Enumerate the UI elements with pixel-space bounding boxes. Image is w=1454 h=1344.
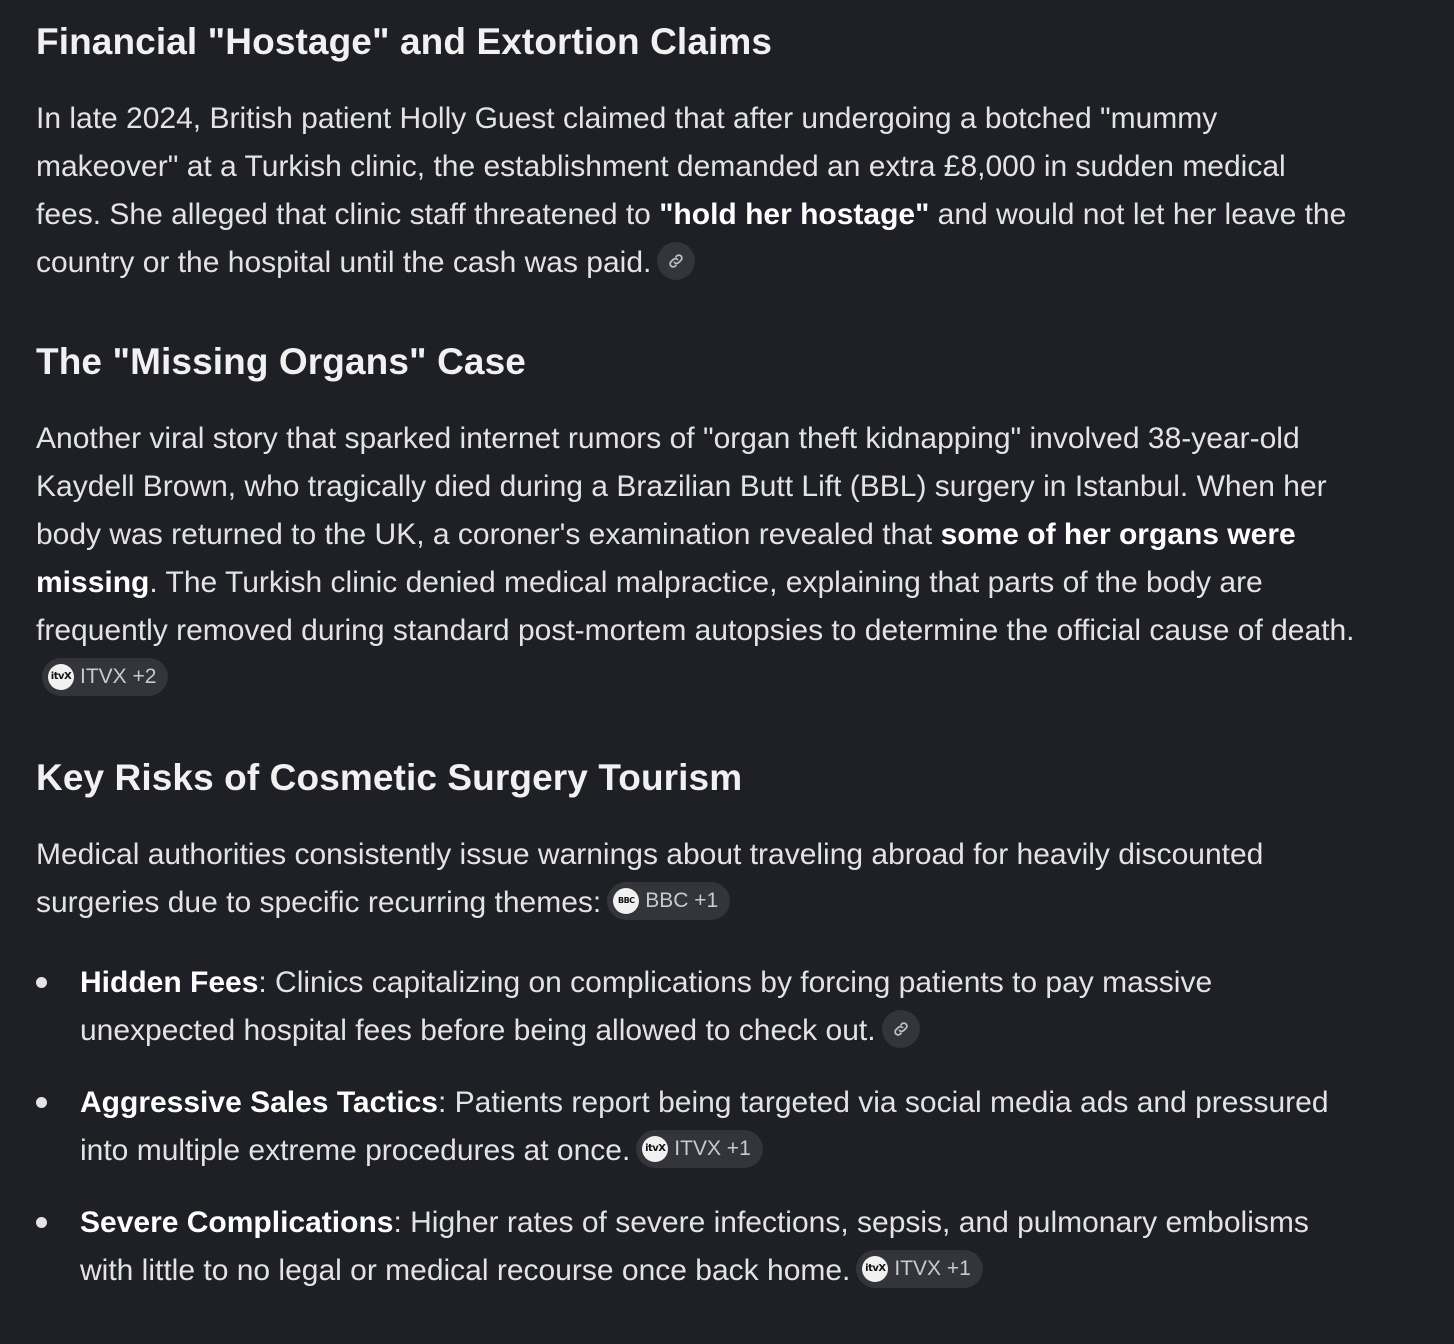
source-link-button[interactable] (657, 242, 695, 280)
source-link-button[interactable] (882, 1010, 920, 1048)
source-chip-bbc[interactable]: BBC BBC +1 (607, 882, 730, 920)
bbc-logo-icon: BBC (613, 888, 639, 914)
source-chip-itvx[interactable]: itvX ITVX +1 (636, 1130, 762, 1168)
source-chip-itvx[interactable]: itvX ITVX +1 (856, 1250, 982, 1288)
itvx-logo-icon: itvX (642, 1136, 668, 1162)
itvx-logo-icon: itvX (862, 1256, 888, 1282)
paragraph-organs: Another viral story that sparked internet rumors of "organ theft kidnapping" involved 38-year-old Kaydell Brown, who tragically died during a Brazilian Butt Lift (BBL) surgery in Istanbul. When her body was returned to the UK, a coroner's examination revealed that some of her organs were missing. The Turkish clinic denied medical malpractice, explaining that parts of the body are frequently removed during standard post-mortem autopsies to determine the official cause of death. itvX ITVX +2 (36, 415, 1356, 703)
list-item: Severe Complications: Higher rates of severe infections, sepsis, and pulmonary embolisms with little to no legal or medical recourse once back home. itvX ITVX +1 (36, 1199, 1356, 1295)
bullet-icon (36, 977, 47, 988)
list-item: Hidden Fees: Clinics capitalizing on complications by forcing patients to pay massive unexpected hospital fees before being allowed to check out. (36, 959, 1356, 1055)
risks-list (36, 959, 1356, 1319)
section-heading-organs: The "Missing Organs" Case (36, 341, 526, 382)
list-item: Aggressive Sales Tactics: Patients report being targeted via social media ads and pressured into multiple extreme procedures at once. itvX ITVX +1 (36, 1079, 1356, 1175)
itvx-logo-icon: itvX (48, 664, 74, 690)
section-heading-financial: Financial "Hostage" and Extortion Claims (36, 21, 773, 62)
paragraph-financial: In late 2024, British patient Holly Guest claimed that after undergoing a botched "mummy makeover" at a Turkish clinic, the establishment demanded an extra £8,000 in sudden medical fees. She alleged that clinic staff threatened to "hold her hostage" and would not let her leave the country or the hospital until the cash was paid. (36, 102, 1347, 279)
section-heading-risks: Key Risks of Cosmetic Surgery Tourism (36, 757, 743, 798)
bullet-icon (36, 1097, 47, 1108)
paragraph-risks-intro: Medical authorities consistently issue warnings about traveling abroad for heavily discounted surgeries due to specific recurring themes: BBC BBC +1 (36, 838, 1264, 919)
link-icon (667, 252, 685, 270)
source-chip-itvx[interactable]: itvX ITVX +2 (42, 658, 168, 696)
bullet-icon (36, 1217, 47, 1228)
link-icon (892, 1020, 910, 1038)
